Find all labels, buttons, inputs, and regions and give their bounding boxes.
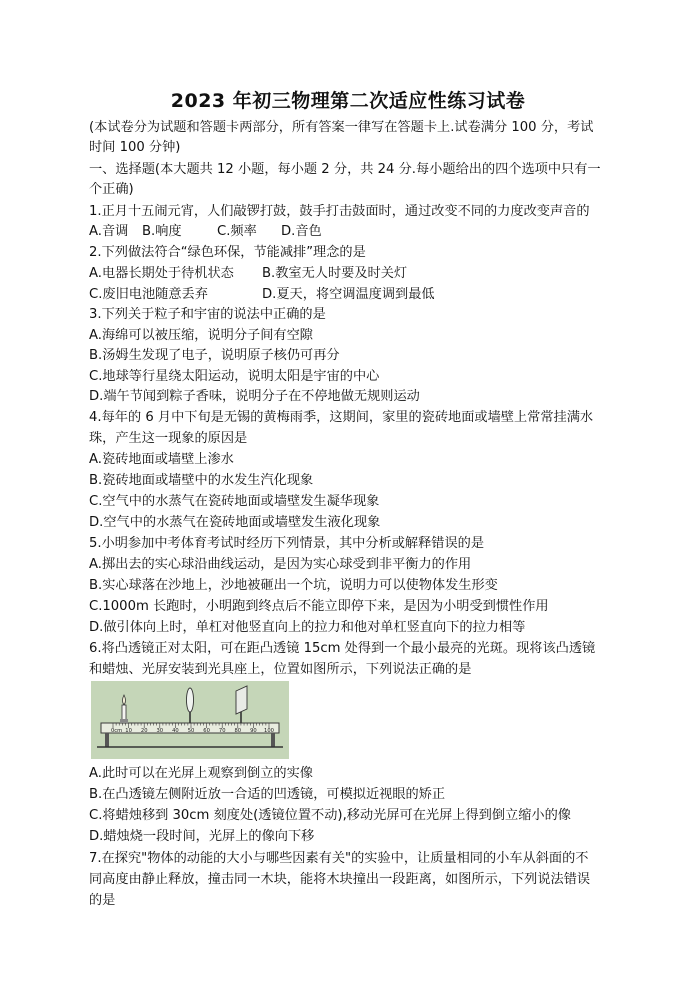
q6-option-d: D.蜡烛烧一段时间，光屏上的像向下移	[89, 829, 315, 844]
q5-option-a: A.掷出去的实心球沿曲线运动，是因为实心球受到非平衡力的作用	[89, 557, 472, 572]
q5-option-b: B.实心球落在沙地上，沙地被砸出一个坑，说明力可以使物体发生形变	[89, 578, 498, 593]
q4-option-d: D.空气中的水蒸气在瓷砖地面或墙壁发生液化现象	[89, 515, 381, 530]
q1-option-d: D.音色	[281, 224, 322, 239]
q3-option-d: D.端午节闻到粽子香味，说明分子在不停地做无规则运动	[89, 389, 420, 404]
scale-label: 40	[172, 728, 179, 734]
q2-option-c: C.废旧电池随意丢弃	[89, 287, 208, 302]
screen-panel	[236, 686, 247, 714]
q3-stem: 3.下列关于粒子和宇宙的说法中正确的是	[89, 307, 326, 322]
candle-flame	[123, 695, 126, 705]
q2-stem: 2.下列做法符合“绿色环保，节能减排”理念的是	[89, 245, 366, 260]
q4-option-a: A.瓷砖地面或墙壁上渗水	[89, 452, 234, 467]
q4-option-c: C.空气中的水蒸气在瓷砖地面或墙壁发生凝华现象	[89, 494, 380, 509]
q7-stem-line-1: 7.在探究"物体的动能的大小与哪些因素有关"的实验中，让质量相同的小车从斜面的不	[89, 851, 589, 866]
lens-glass	[187, 688, 194, 712]
page-title: 2023 年初三物理第二次适应性练习试卷	[170, 90, 526, 112]
q1-option-c: C.频率	[217, 224, 257, 239]
q5-option-d: D.做引体向上时，单杠对他竖直向上的拉力和他对单杠竖直向下的拉力相等	[89, 620, 526, 635]
optical-bench-figure	[91, 681, 289, 759]
section-heading-line-2: 个正确)	[89, 182, 134, 197]
intro-line-2: 时间 100 分钟)	[89, 140, 181, 155]
scale-label: 0cm	[111, 728, 123, 734]
section-heading-line-1: 一、选择题(本大题共 12 小题，每小题 2 分，共 24 分.每小题给出的四个选项中只有一	[89, 162, 601, 177]
bench-right-leg	[271, 733, 275, 747]
q2-option-d: D.夏天，将空调温度调到最低	[262, 287, 435, 302]
scale-label: 100	[264, 728, 274, 734]
bench-left-leg	[105, 733, 109, 747]
q5-option-c: C.1000m 长跑时，小明跑到终点后不能立即停下来，是因为小明受到惯性作用	[89, 599, 549, 614]
q7-stem-line-2: 同高度由静止释放，撞击同一木块，能将木块撞出一段距离，如图所示，下列说法错误	[89, 872, 591, 887]
q2-option-b: B.教室无人时要及时关灯	[262, 266, 408, 281]
candle-holder	[120, 719, 128, 723]
q6-stem-line-2: 和蜡烛、光屏安装到光具座上，位置如图所示，下列说法正确的是	[89, 662, 472, 677]
optical-bench-diagram	[91, 681, 289, 759]
q6-option-a: A.此时可以在光屏上观察到倒立的实像	[89, 766, 313, 781]
q1-option-a: A.音调	[89, 224, 129, 239]
q6-option-c: C.将蜡烛移到 30cm 刻度处(透镜位置不动),移动光屏可在光屏上得到倒立缩小的像	[89, 808, 571, 823]
scale-label: 30	[156, 728, 164, 734]
q2-option-a: A.电器长期处于待机状态	[89, 266, 234, 281]
q6-option-b: B.在凸透镜左侧附近放一合适的凹透镜，可模拟近视眼的矫正	[89, 787, 446, 802]
q7-stem-line-3: 的是	[89, 893, 116, 908]
q4-stem-line-2: 珠，产生这一现象的原因是	[89, 431, 248, 446]
q6-stem-line-1: 6.将凸透镜正对太阳，可在距凸透镜 15cm 处得到一个最小最亮的光斑。现将该凸透镜	[89, 641, 596, 656]
scale-label: 50	[187, 728, 195, 734]
q1-stem: 1.正月十五闹元宵，人们敲锣打鼓，鼓手打击鼓面时，通过改变不同的力度改变声音的	[89, 204, 590, 219]
scale-label: 90	[250, 728, 257, 734]
intro-line-1: (本试卷分为试题和答题卡两部分，所有答案一律写在答题卡上.试卷满分 100 分，考试	[89, 120, 594, 135]
scale-label: 10	[125, 728, 132, 734]
q3-option-c: C.地球等行星绕太阳运动，说明太阳是宇宙的中心	[89, 369, 380, 384]
q1-option-b: B.响度	[142, 224, 182, 239]
scale-label: 80	[234, 728, 242, 734]
q4-stem-line-1: 4.每年的 6 月中下旬是无锡的黄梅雨季，这期间，家里的瓷砖地面或墙壁上常常挂满水	[89, 410, 594, 425]
scale-label: 20	[140, 728, 148, 734]
scale-label: 70	[218, 728, 226, 734]
q3-option-b: B.汤姆生发现了电子，说明原子核仍可再分	[89, 348, 340, 363]
q4-option-b: B.瓷砖地面或墙壁中的水发生汽化现象	[89, 473, 314, 488]
scale-label: 60	[203, 728, 210, 734]
q5-stem: 5.小明参加中考体育考试时经历下列情景，其中分析或解释错误的是	[89, 536, 485, 551]
q3-option-a: A.海绵可以被压缩，说明分子间有空隙	[89, 328, 313, 343]
